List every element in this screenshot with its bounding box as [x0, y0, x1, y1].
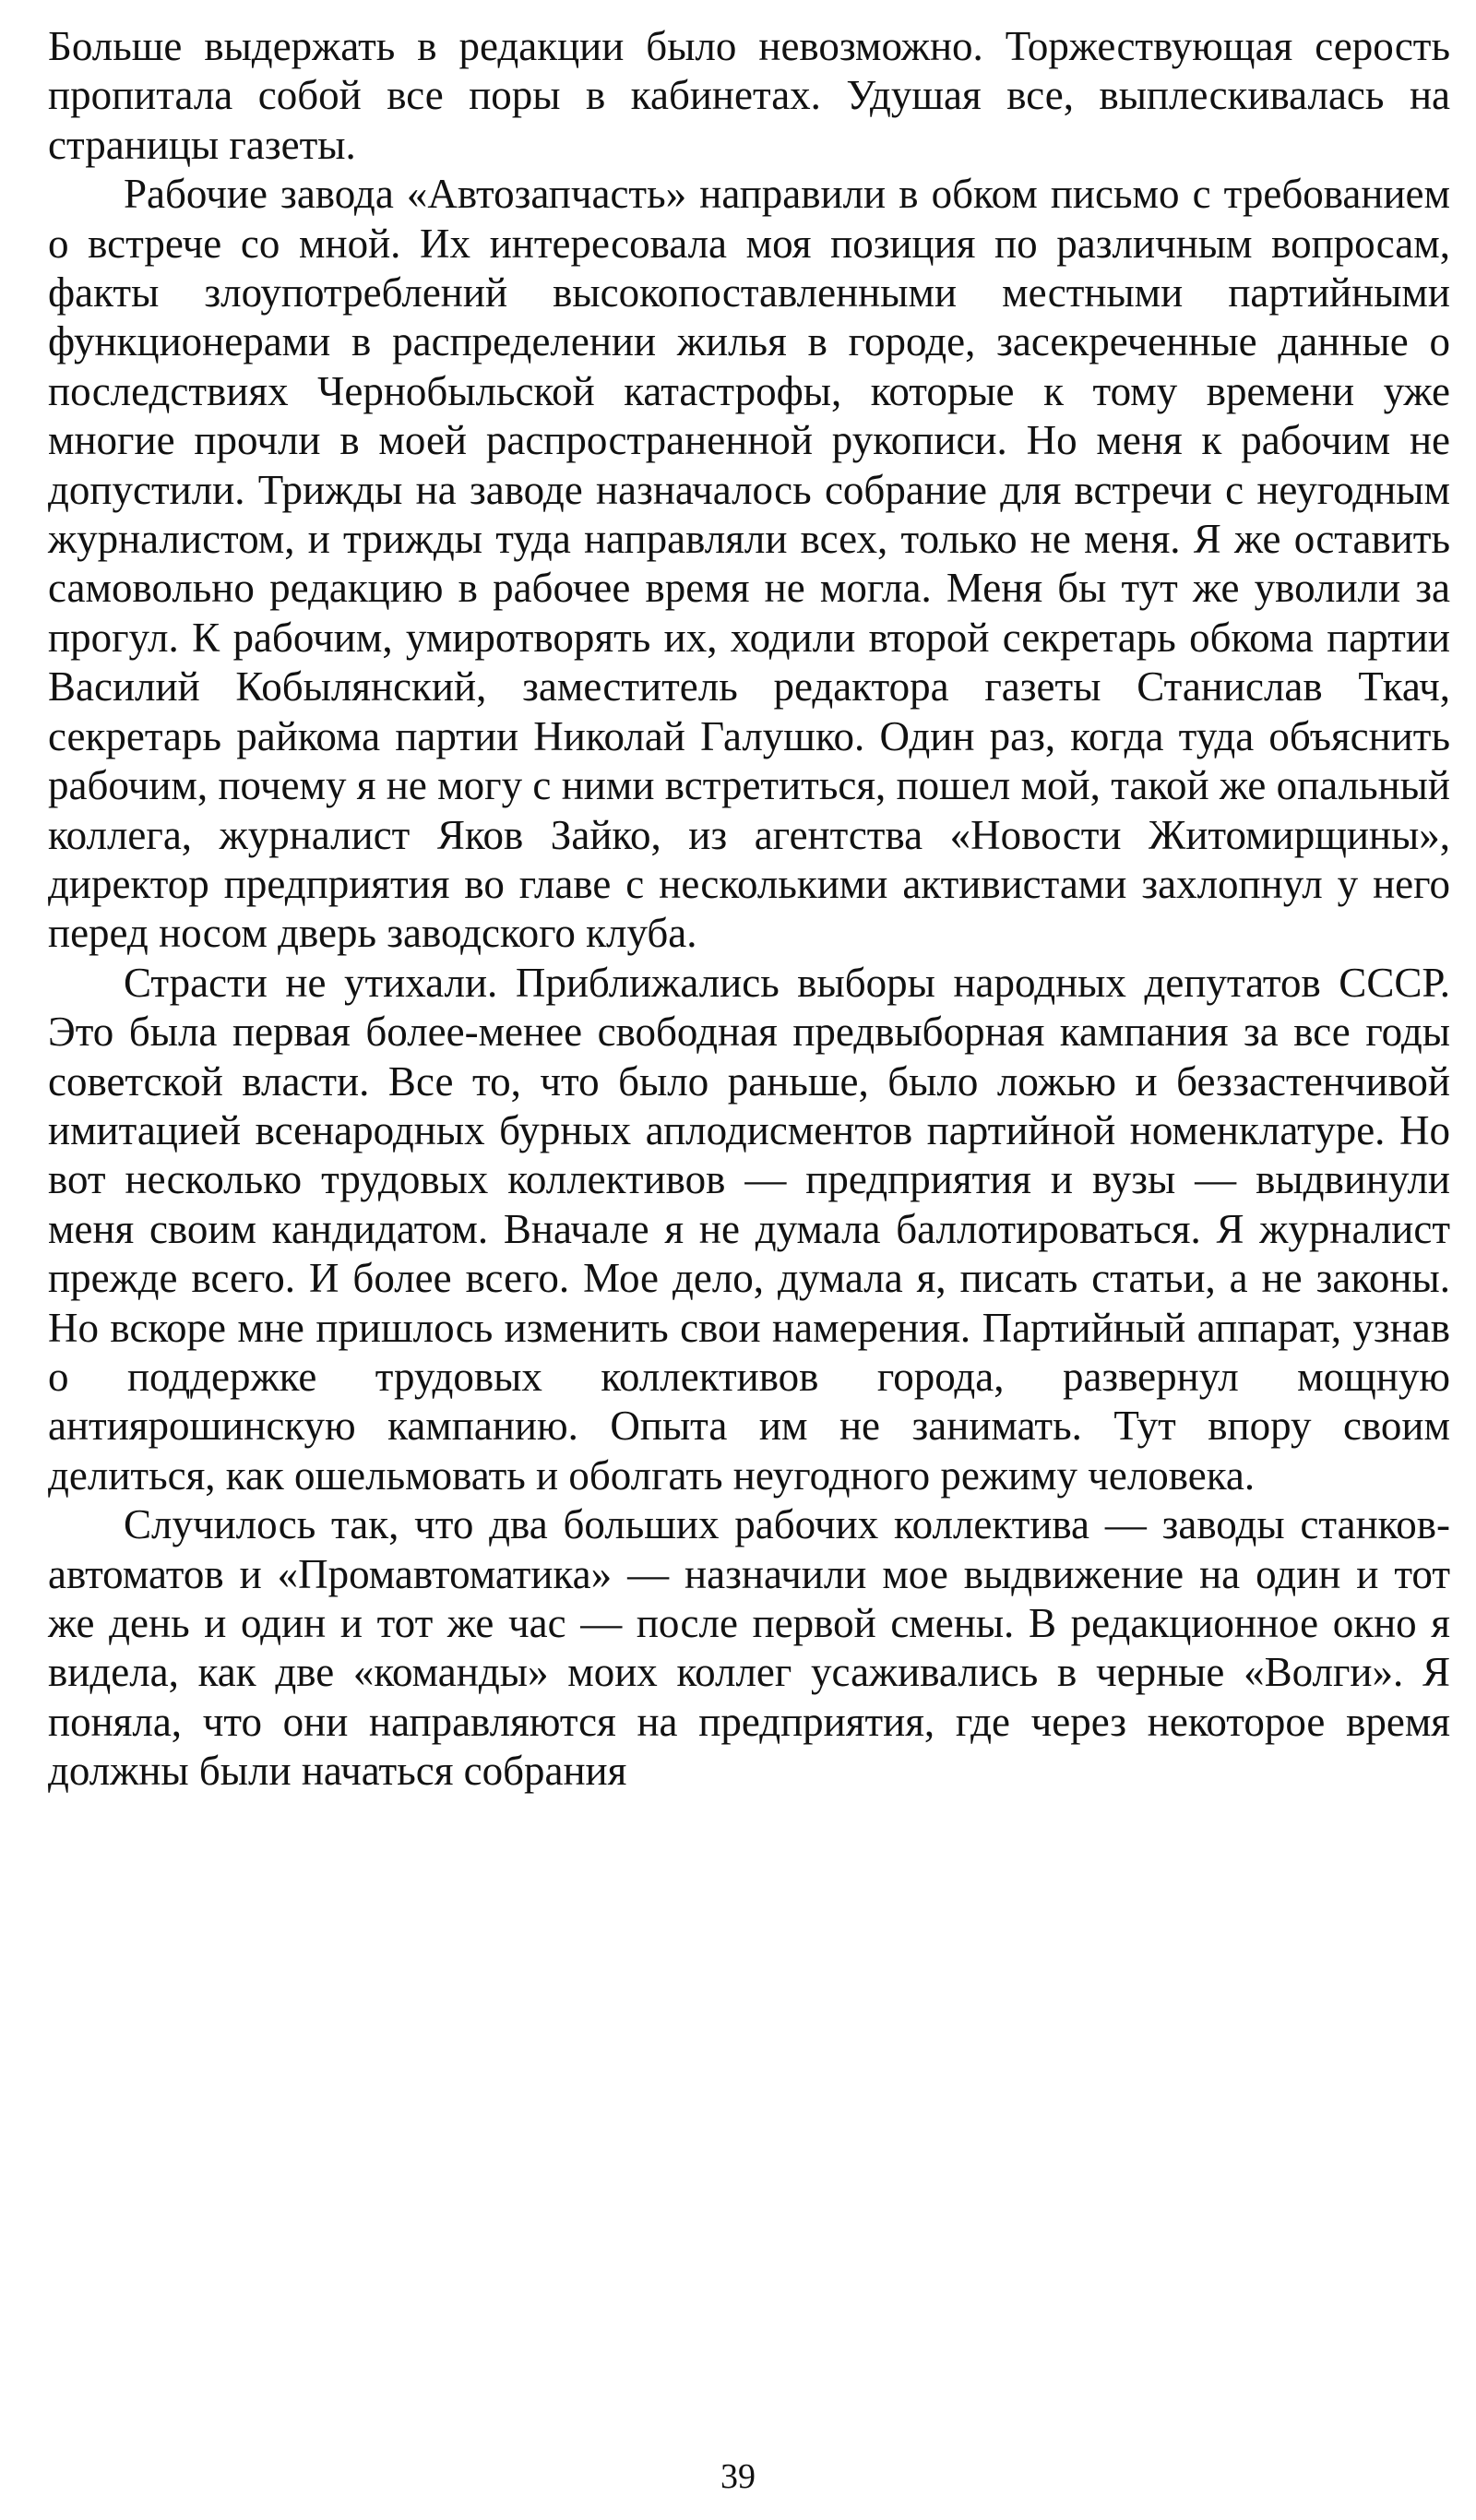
paragraph-2: Рабочие завода «Автозапчасть» направили в обком письмо с требованием о встрече со мной. Их интересовала моя позиция по различным вопросам, факты злоупотреблений высокопоставленными местными партийными функционерами в распределении жилья в городе, засекреченные данные о последствиях Чернобыльской катастрофы, которые к тому времени уже многие прочли в моей распространенной рукописи. Но меня к рабочим не допустили. Трижды на заводе назначалось собрание для встречи с неугодным журналистом, и трижды туда направляли всех, только не меня. Я же оставить самовольно редакцию в рабочее время не могла. Меня бы тут же уволили за прогул. К рабочим, умиротворять их, ходили второй секретарь обкома партии Василий Кобылянский, заместитель редактора газеты Станислав Ткач, секретарь райкома партии Николай Галушко. Один раз, когда туда объяснить рабочим, почему я не могу с ними встретиться, пошел мой, такой же опальный коллега, журналист Яков Зайко, из агентства «Новости Житомирщины», директор предприятия во главе с несколькими активистами захлопнул у него перед носом дверь заводского клуба.	[48, 171, 1450, 957]
paragraph-3: Страсти не утихали. Приближались выборы народных депутатов СССР. Это была первая более-менее свободная предвыборная кампания за все годы советской власти. Все то, что было раньше, было ложью и беззастенчивой имитацией всенародных бурных аплодисментов партийной номенклатуре. Но вот несколько трудовых коллективов — предприятия и вузы — выдвинули меня своим кандидатом. Вначале я не думала баллотироваться. Я журналист прежде всего. И более всего. Мое дело, думала я, писать статьи, а не законы. Но вскоре мне пришлось изменить свои намерения. Партийный аппарат, узнав о поддержке трудовых коллективов города, развернул мощную антиярошинскую кампанию. Опыта им не занимать. Тут впору своим делиться, как ошельмовать и оболгать неугодного режиму человека.	[48, 959, 1450, 1499]
body-text	[48, 22, 1450, 1797]
page-number: 39	[720, 2457, 756, 2496]
paragraph-4: Случилось так, что два больших рабочих коллектива — заводы станков-автоматов и «Промавтоматика» — назначили мое выдвижение на один и тот же день и один и тот же час — после первой смены. В редакционное окно я видела, как две «команды» моих коллег усаживались в черные «Волги». Я поняла, что они направляются на предприятия, где через некоторое время должны были начаться собрания	[48, 1501, 1450, 1795]
paragraph-1: Больше выдержать в редакции было невозможно. Торжествующая серость пропитала собой все поры в кабинетах. Удушая все, выплескивалась на страницы газеты.	[48, 23, 1450, 168]
